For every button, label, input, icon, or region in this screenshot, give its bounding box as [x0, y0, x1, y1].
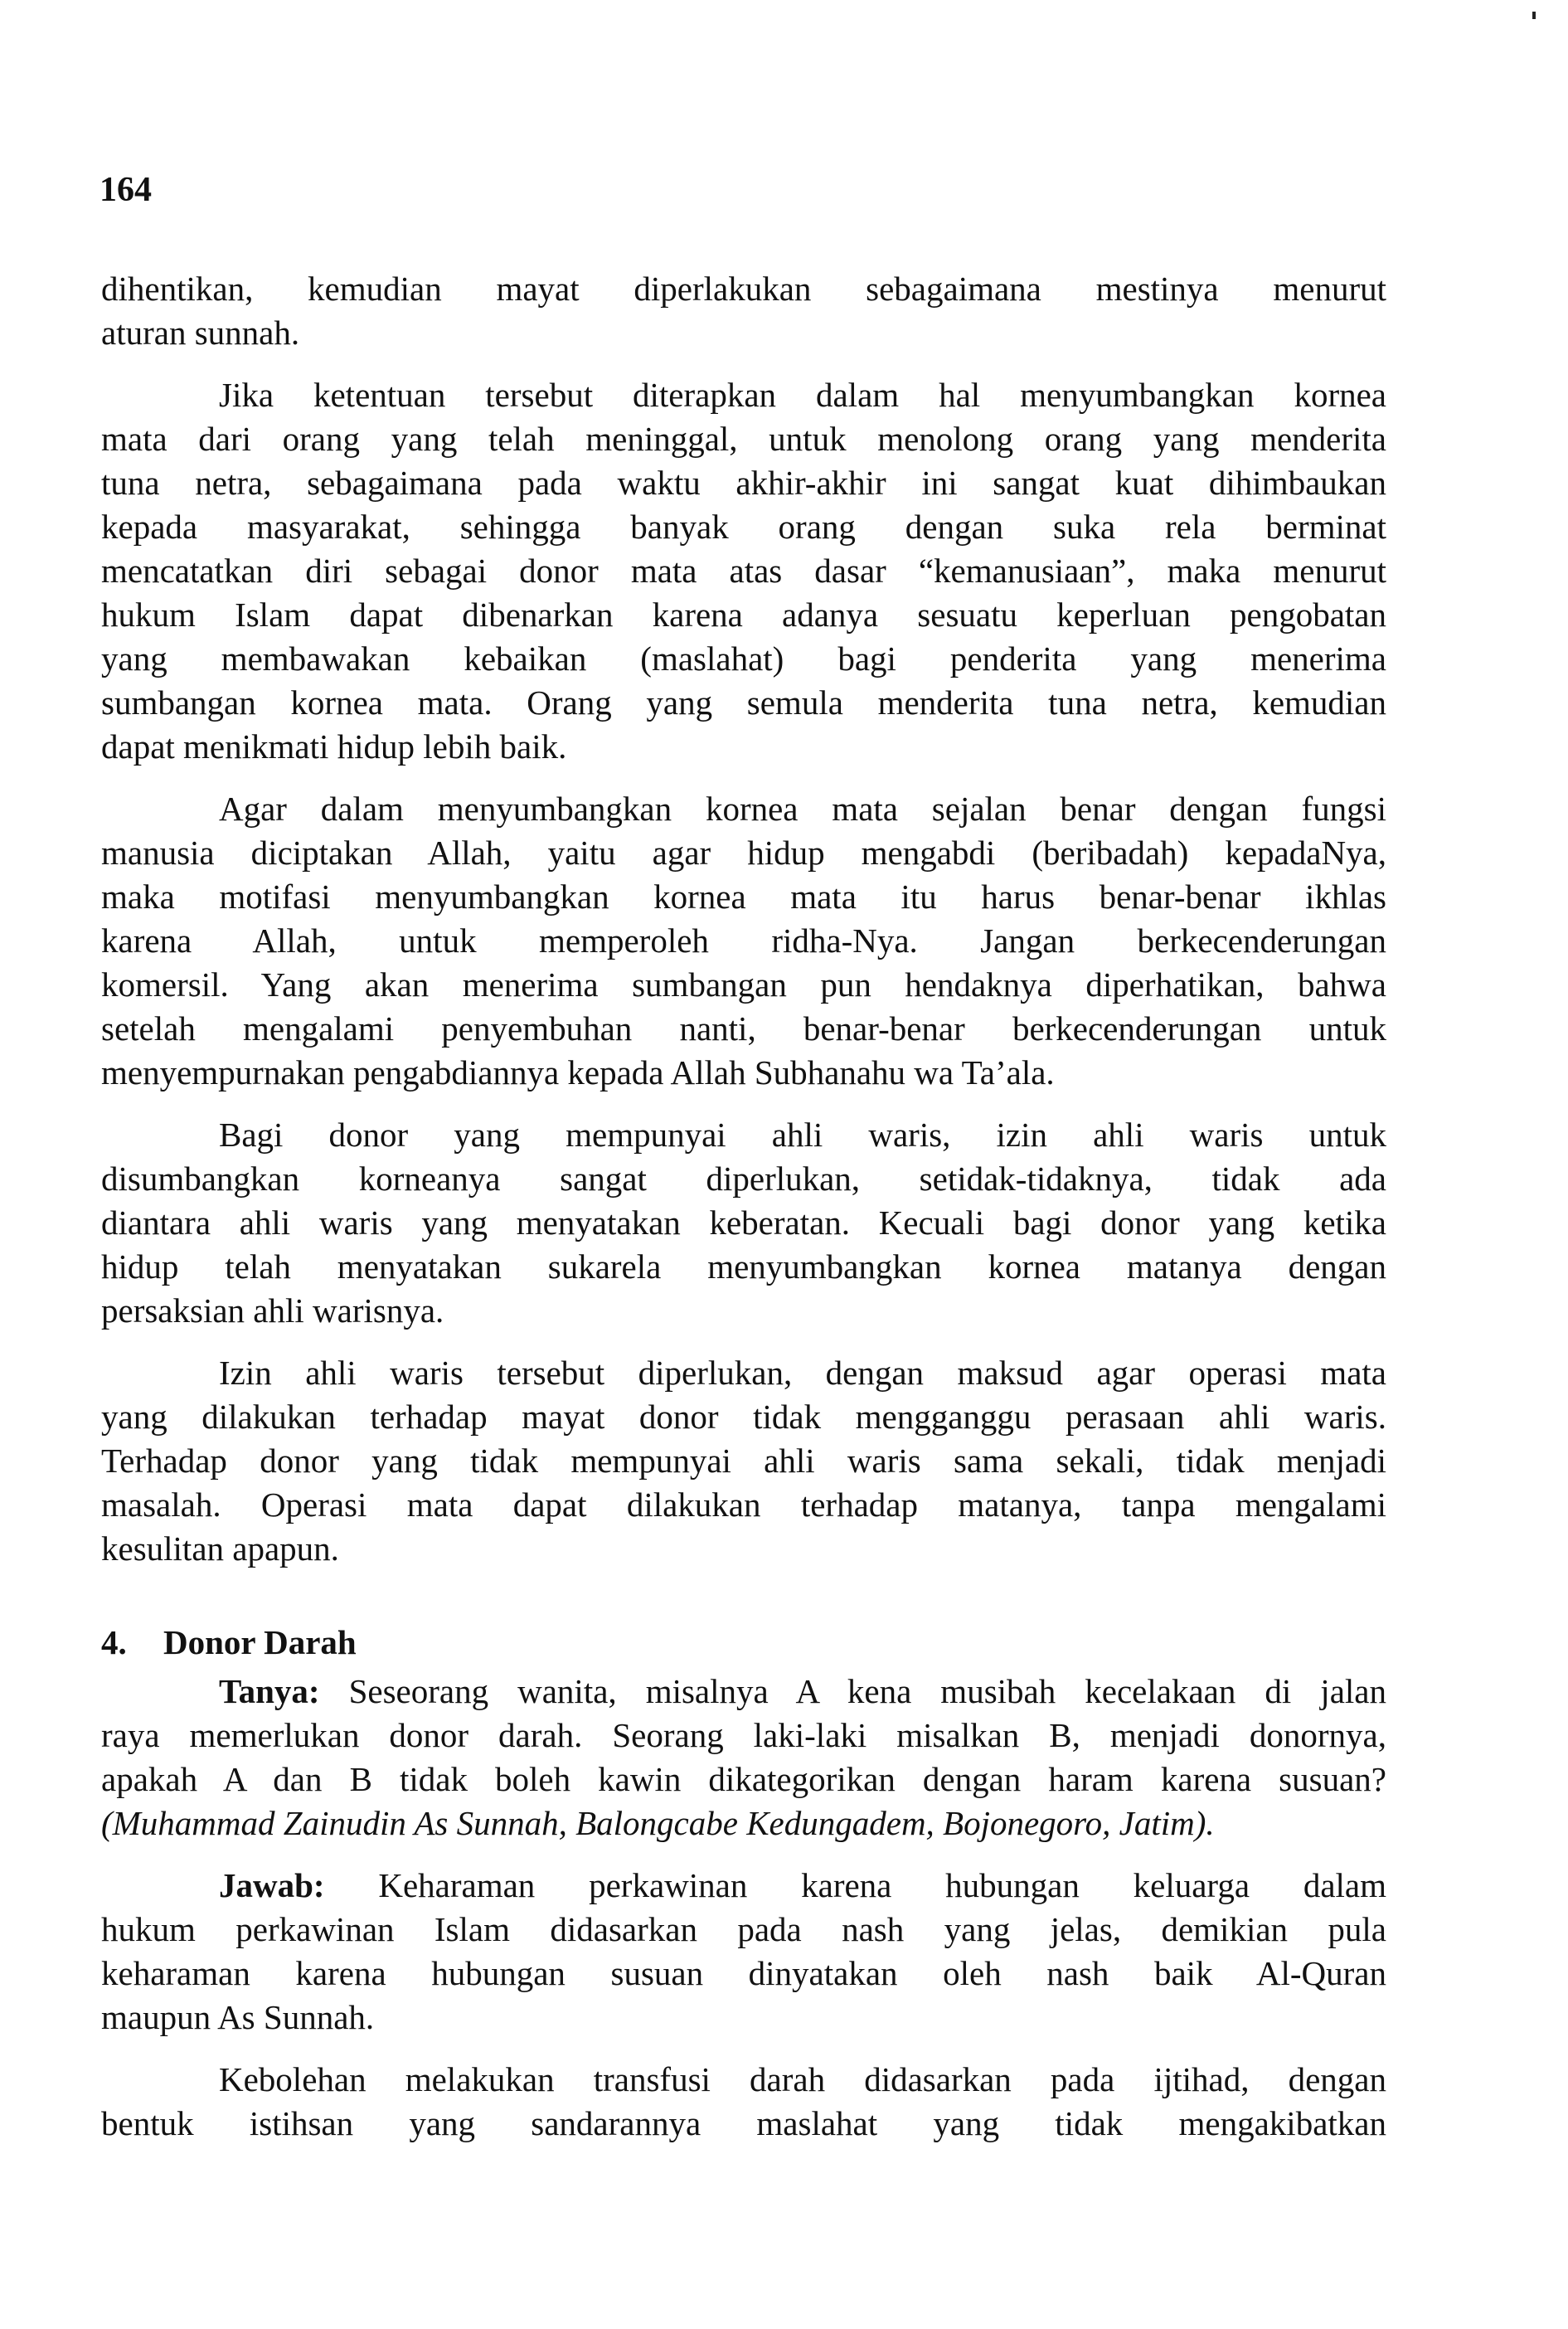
line-text: hukum perkawinan Islam didasarkan pada nash yang jelas, demikian pula [101, 1910, 1386, 1948]
page-body [101, 267, 1386, 2164]
line-text: tuna netra, sebagaimana pada waktu akhir-akhir ini sangat kuat dihimbaukan [101, 464, 1386, 502]
section-number: 4. [101, 1623, 127, 1661]
text-line [101, 1670, 1386, 1714]
paragraph [101, 1113, 1386, 1333]
text-line [101, 1864, 1386, 1908]
text-line [101, 681, 1386, 725]
text-line [101, 549, 1386, 593]
line-text: bentuk istihsan yang sandarannya maslahat yang tidak mengakibatkan [101, 2104, 1386, 2142]
text-line [101, 593, 1386, 637]
line-text: (Muhammad Zainudin As Sunnah, Balongcabe Kedungadem, Bojonegoro, Jatim). [101, 1804, 1215, 1842]
text-line [101, 1952, 1386, 1996]
line-text: apakah A dan B tidak boleh kawin dikategorikan dengan haram karena susuan? [101, 1760, 1386, 1798]
line-text: karena Allah, untuk memperoleh ridha-Nya. Jangan berkecenderungan [101, 921, 1386, 960]
line-text: Kebolehan melakukan transfusi darah didasarkan pada ijtihad, dengan [219, 2060, 1386, 2098]
text-line [101, 1527, 1386, 1571]
text-line [101, 1289, 1386, 1333]
paragraph [101, 1864, 1386, 2040]
text-line [101, 1157, 1386, 1201]
text-line [101, 1395, 1386, 1439]
line-text: Jika ketentuan tersebut diterapkan dalam hal menyumbangkan kornea [219, 376, 1386, 414]
line-text: disumbangkan korneanya sangat diperlukan, setidak-tidaknya, tidak ada [101, 1160, 1386, 1198]
line-text: kepada masyarakat, sehingga banyak orang dengan suka rela berminat [101, 508, 1386, 546]
text-line [101, 1801, 1386, 1845]
text-line [101, 461, 1386, 505]
paragraph [101, 1670, 1386, 1845]
section-heading [101, 1621, 1386, 1665]
text-line [101, 2058, 1386, 2102]
line-text: hukum Islam dapat dibenarkan karena adanya sesuatu keperluan pengobatan [101, 596, 1386, 634]
line-text: sumbangan kornea mata. Orang yang semula menderita tuna netra, kemudian [101, 683, 1386, 722]
line-text: yang dilakukan terhadap mayat donor tidak mengganggu perasaan ahli waris. [101, 1398, 1386, 1436]
text-line [101, 787, 1386, 831]
text-line [101, 311, 1386, 355]
text-line [101, 1051, 1386, 1095]
line-text: menyempurnakan pengabdiannya kepada Allah Subhanahu wa Ta’ala. [101, 1053, 1055, 1092]
text-line [101, 1714, 1386, 1758]
scan-speck [1532, 12, 1536, 19]
paragraph [101, 787, 1386, 1095]
lead-label: Jawab: [219, 1866, 325, 1904]
text-line [101, 875, 1386, 919]
text-line [101, 1758, 1386, 1801]
line-text: mata dari orang yang telah meninggal, untuk menolong orang yang menderita [101, 420, 1386, 458]
text-line [101, 725, 1386, 769]
text-line [101, 1908, 1386, 1952]
line-text: setelah mengalami penyembuhan nanti, benar-benar berkecenderungan untuk [101, 1009, 1386, 1048]
line-text: diantara ahli waris yang menyatakan keberatan. Kecuali bagi donor yang ketika [101, 1203, 1386, 1242]
line-text: aturan sunnah. [101, 314, 300, 352]
paragraph [101, 2058, 1386, 2146]
line-text: Agar dalam menyumbangkan kornea mata sejalan benar dengan fungsi [219, 790, 1386, 828]
text-line [101, 1245, 1386, 1289]
text-line [101, 1351, 1386, 1395]
text-line [101, 1996, 1386, 2040]
line-text: yang membawakan kebaikan (maslahat) bagi penderita yang menerima [101, 639, 1386, 678]
text-line [101, 919, 1386, 963]
line-text: Bagi donor yang mempunyai ahli waris, izin ahli waris untuk [219, 1116, 1386, 1154]
text-line [101, 831, 1386, 875]
text-line [101, 1439, 1386, 1483]
paragraph [101, 1351, 1386, 1571]
line-text: mencatatkan diri sebagai donor mata atas dasar “kemanusiaan”, maka menurut [101, 552, 1386, 590]
line-text: hidup telah menyatakan sukarela menyumbangkan kornea matanya dengan [101, 1247, 1386, 1286]
text-line [101, 1201, 1386, 1245]
line-text: Terhadap donor yang tidak mempunyai ahli waris sama sekali, tidak menjadi [101, 1442, 1386, 1480]
line-text: Seseorang wanita, misalnya A kena musibah kecelakaan di jalan [319, 1672, 1386, 1710]
text-line [101, 1007, 1386, 1051]
line-text: komersil. Yang akan menerima sumbangan pun hendaknya diperhatikan, bahwa [101, 965, 1386, 1004]
text-line [101, 373, 1386, 417]
line-text: keharaman karena hubungan susuan dinyatakan oleh nash baik Al-Quran [101, 1954, 1386, 1992]
page-number: 164 [100, 171, 152, 209]
line-text: dapat menikmati hidup lebih baik. [101, 727, 567, 766]
paragraph [101, 373, 1386, 769]
text-line [101, 963, 1386, 1007]
text-line [101, 637, 1386, 681]
line-text: maka motifasi menyumbangkan kornea mata itu harus benar-benar ikhlas [101, 878, 1386, 916]
line-text: maupun As Sunnah. [101, 1998, 375, 2036]
section-title: Donor Darah [163, 1623, 357, 1661]
line-text: Keharaman perkawinan karena hubungan keluarga dalam [324, 1866, 1386, 1904]
line-text: raya memerlukan donor darah. Seorang laki-laki misalkan B, menjadi donornya, [101, 1716, 1386, 1754]
text-line [101, 1483, 1386, 1527]
line-text: dihentikan, kemudian mayat diperlakukan sebagaimana mestinya menurut [101, 270, 1386, 308]
paragraph [101, 267, 1386, 355]
line-text: Izin ahli waris tersebut diperlukan, dengan maksud agar operasi mata [219, 1354, 1386, 1392]
text-line [101, 267, 1386, 311]
line-text: kesulitan apapun. [101, 1529, 339, 1568]
line-text: manusia diciptakan Allah, yaitu agar hidup mengabdi (beribadah) kepadaNya, [101, 834, 1386, 872]
text-line [101, 417, 1386, 461]
lead-label: Tanya: [219, 1672, 320, 1710]
text-line [101, 2102, 1386, 2146]
line-text: persaksian ahli warisnya. [101, 1291, 444, 1330]
text-line [101, 1113, 1386, 1157]
line-text: masalah. Operasi mata dapat dilakukan terhadap matanya, tanpa mengalami [101, 1485, 1386, 1524]
text-line [101, 505, 1386, 549]
